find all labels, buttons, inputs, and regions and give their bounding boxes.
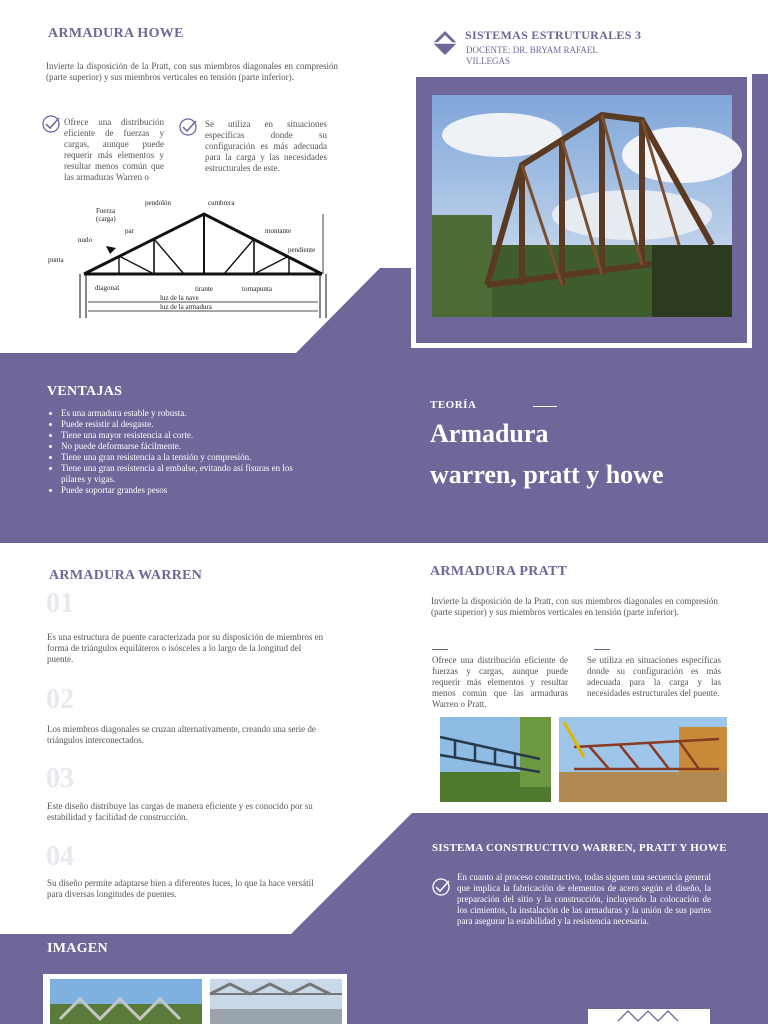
check-circle-icon (178, 117, 198, 137)
brand-diamond-icon (431, 29, 459, 57)
ventajas-items (47, 408, 302, 496)
warren-num-3: 03 (46, 763, 74, 794)
warren-text-4: Su diseño permite adaptarse bien a diferentes luces, lo que la hace versátil para diversas longitudes de puentes. (47, 878, 314, 899)
warren-photo-2 (210, 979, 342, 1024)
brand-title: SISTEMAS ESTRUTURALES 3 (465, 28, 642, 42)
page-2 (0, 543, 768, 1024)
teoria-label: TEORÍA (430, 399, 477, 411)
bridge-photo (432, 95, 732, 317)
diagram-label-montante: montante (265, 227, 292, 235)
brand-docente: DOCENTE: DR. BRYAM RAFAEL VILLEGAS (466, 45, 598, 66)
howe-point-1: Ofrece una distribución eficiente de fuerzas y cargas, aunque puede requerir más elementos y resultar menos común que las armaduras Warren o (64, 117, 164, 182)
howe-title: ARMADURA HOWE (48, 26, 184, 41)
diagram-label-tornapunta: tornapunta (242, 285, 272, 293)
teoria-divider (533, 406, 557, 407)
howe-point-2: Se utiliza en situaciones específicas donde su configuración es más adecuada para la carga y las necesidades estructurales de este. (205, 119, 327, 173)
diagram-label-cumbrera: cumbrera (208, 199, 235, 207)
diagram-label-luz-armadura: luz de la armadura (160, 303, 212, 311)
ventaja-item: • Puede resistir al desgaste. (61, 419, 302, 430)
warren-num-4: 04 (46, 841, 74, 872)
sistema-text: En cuanto al proceso constructivo, todas siguen una secuencia general que implica la fabricación de elementos de acero según el diseño, la preparación del sitio y la construcción, incluyendo la colocación de los cimientos, la instalación de las armaduras y la unión de sus partes para asegurar la estabilidad y la resistencia necesaria. (457, 872, 711, 926)
ventaja-item: • Es una armadura estable y robusta. (61, 408, 302, 419)
imagen-title: IMAGEN (47, 941, 108, 956)
sistema-title: SISTEMA CONSTRUCTIVO WARREN, PRATT Y HOWE (432, 842, 727, 854)
warren-text-3: Este diseño distribuye las cargas de manera eficiente y es conocido por su estabilidad y facilidad de construcción. (47, 801, 313, 822)
pratt-photo-2 (559, 717, 727, 802)
diagram-label-tirante: tirante (195, 285, 213, 293)
diagram-label-nudo: nudo (78, 236, 92, 244)
diagram-label-diagonal: diagonal (95, 284, 120, 292)
diagram-label-punta: punta (48, 256, 64, 264)
warren-photo-1 (50, 979, 202, 1024)
main-title-line-1: Armadura (430, 419, 549, 448)
warren-num-2: 02 (46, 684, 74, 715)
pratt-divider-1 (432, 649, 448, 650)
pratt-point-2: Se utiliza en situaciones específicas donde su configuración es más adecuada para la carga y las necesidades estructurales del puente. (587, 655, 721, 698)
diagram-label-par: par (125, 227, 134, 235)
diagram-label-fuerza: Fuerza (carga) (96, 207, 116, 223)
check-circle-icon (431, 877, 451, 897)
ventaja-item: • No puede deformarse fácilmente. (61, 441, 302, 452)
pratt-divider-2 (594, 649, 610, 650)
ventaja-item: • Tiene una gran resistencia a la tensión y compresión. (61, 452, 302, 463)
howe-point-1-wrap (64, 117, 164, 182)
ventaja-item: • Puede soportar grandes pesos (61, 485, 302, 496)
main-title-line-2: warren, pratt y howe (430, 460, 664, 489)
ventaja-item: • Tiene una gran resistencia al embalse, evitando así fisuras en los pilares y vigas. (61, 463, 302, 485)
pratt-point-1-wrap (432, 655, 568, 709)
warren-title: ARMADURA WARREN (49, 568, 203, 583)
warren-text-2: Los miembros diagonales se cruzan alternativamente, creando una serie de triángulos interconectados. (47, 724, 316, 745)
ventajas-title: VENTAJAS (47, 384, 123, 399)
pratt-intro: Invierte la disposición de la Pratt, con sus miembros diagonales en compresión (parte superior) y sus miembros verticales en tensión (parte inferior). (431, 596, 718, 617)
diagram-label-pendolon: pendolón (145, 199, 172, 207)
warren-text-1: Es una estructura de puente caracterizada por su disposición de miembros en forma de triángulos equiláteros o isósceles a lo largo de la longitud del puente. (47, 632, 324, 664)
diagram-label-luz-nave: luz de la nave (160, 294, 199, 302)
ventaja-item: • Tiene una mayor resistencia al corte. (61, 430, 302, 441)
warren-logo (588, 1009, 710, 1024)
check-circle-icon (41, 114, 61, 134)
pratt-point-1: Ofrece una distribución eficiente de fuerzas y cargas, aunque puede requerir más elementos y resultar menos común que las armaduras Warren o Pratt. (432, 655, 568, 709)
diagram-label-pendiente: pendiente (288, 246, 316, 254)
warren-logo-icon (588, 1009, 710, 1024)
ventajas-list (47, 408, 302, 496)
howe-intro: Invierte la disposición de la Pratt, con sus miembros diagonales en compresión (parte superior) y sus miembros verticales en tensión (parte inferior). (46, 61, 338, 82)
pratt-title: ARMADURA PRATT (430, 564, 568, 579)
warren-num-1: 01 (46, 588, 74, 619)
pratt-photo-1 (440, 717, 551, 802)
